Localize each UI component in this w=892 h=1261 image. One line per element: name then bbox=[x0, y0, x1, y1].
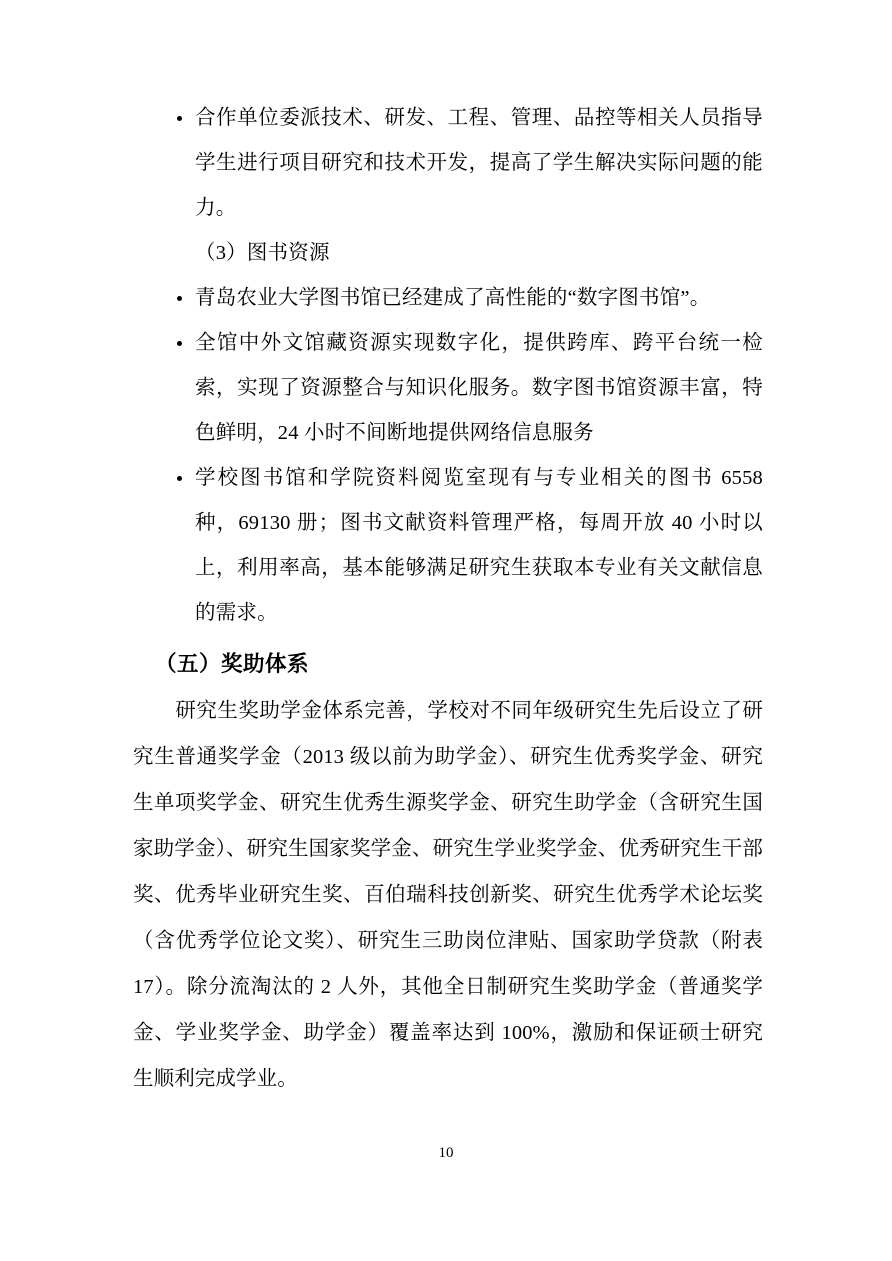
page-content bbox=[133, 96, 763, 1102]
list-item: 全馆中外文馆藏资源实现数字化，提供跨库、跨平台统一检索，实现了资源整合与知识化服务。数字图书馆资源丰富，特色鲜明，24 小时不间断地提供网络信息服务 bbox=[133, 321, 763, 456]
bullet-list-cooperation bbox=[133, 96, 763, 231]
list-item: 青岛农业大学图书馆已经建成了高性能的“数字图书馆”。 bbox=[133, 276, 763, 321]
page-title: （五）奖助体系 bbox=[155, 652, 310, 677]
bullet-list-library bbox=[133, 276, 763, 636]
paragraph-text: 研究生奖助学金体系完善，学校对不同年级研究生先后设立了研究生普通奖学金（2013 级以前为助学金）、研究生优秀奖学金、研究生单项奖学金、研究生优秀生源奖学金、研究生助学金（含研究生国家助学金）、研究生国家奖学金、研究生学业奖学金、优秀研究生干部奖、优秀毕业研究生奖、百伯瑞科技创新奖、研究生优秀学术论坛奖（含优秀学位论文奖）、研究生三助岗位津贴、国家助学贷款（附表 17）。除分流淘汰的 2 人外，其他全日制研究生奖助学金（普通奖学金、学业奖学金、助学金）覆盖率达到 100%，激励和保证硕士研究生顺利完成学业。 bbox=[133, 700, 763, 1090]
list-item: 合作单位委派技术、研发、工程、管理、品控等相关人员指导学生进行项目研究和技术开发，提高了学生解决实际问题的能力。 bbox=[133, 96, 763, 231]
body-paragraph bbox=[133, 688, 763, 1102]
subheading-library-resources: （3）图书资源 bbox=[195, 242, 330, 264]
list-item: 学校图书馆和学院资料阅览室现有与专业相关的图书 6558 种，69130 册；图书文献资料管理严格，每周开放 40 小时以上，利用率高，基本能够满足研究生获取本专业有关文献信息的需求。 bbox=[133, 456, 763, 636]
page-number: 10 bbox=[438, 1145, 454, 1161]
